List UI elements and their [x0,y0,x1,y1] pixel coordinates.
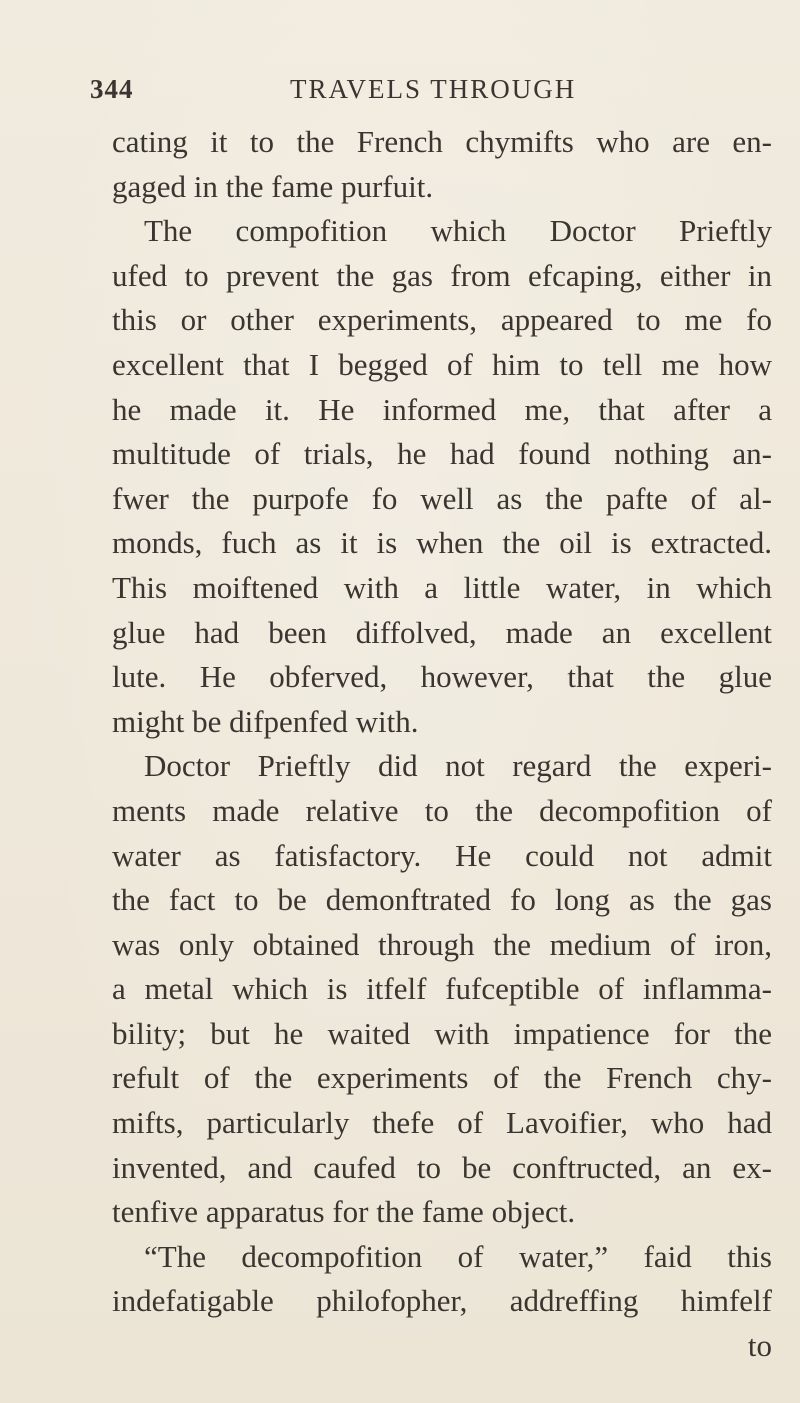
text-line: tenfive apparatus for the fame object. [112,1194,576,1230]
text-line: gaged in the fame purfuit. [112,168,434,204]
text-line: lute. He obferved, however, that the glue [112,659,772,695]
text-line: ufed to prevent the gas from efcaping, either in [112,257,772,293]
text-line: this or other experiments, appeared to me fo [112,302,772,338]
text-line: This moiftened with a little water, in which [112,569,772,605]
paragraph-start-line: “The decompofition of water,” faid this [144,1238,772,1274]
text-line: fwer the purpofe fo well as the pafte of al- [112,480,772,516]
text-line: cating it to the French chymifts who are en- [112,124,772,159]
text-line: bility; but he waited with impatience for the [112,1015,772,1051]
text-line: might be difpenfed with. [112,703,419,739]
catchword: to [747,1328,772,1364]
paragraph-start-line: Doctor Prieftly did not regard the experi- [144,748,772,784]
text-line: glue had been diffolved, made an excellent [112,614,772,650]
text-line: invented, and caufed to be conftructed, an ex- [112,1149,772,1185]
text-line: refult of the experiments of the French chy- [112,1060,772,1096]
running-title: TRAVELS THROUGH [290,74,577,104]
text-line: monds, fuch as it is when the oil is extracted. [112,525,772,561]
text-line: multitude of trials, he had found nothing an- [112,436,772,472]
text-line: the fact to be demonftrated fo long as the gas [112,882,772,918]
text-line: a metal which is itfelf fufceptible of inflamma- [112,971,772,1007]
body-text [112,120,772,1369]
text-line: he made it. He informed me, that after a [112,391,772,427]
text-line: ments made relative to the decompofition of [112,792,772,828]
text-line: mifts, particularly thefe of Lavoifier, who had [112,1105,772,1141]
text-line: excellent that I begged of him to tell me how [112,346,772,382]
text-line: was only obtained through the medium of iron, [112,926,772,962]
running-head [90,74,740,114]
paragraph-start-line: The compofition which Doctor Prieftly [144,213,772,249]
text-line: indefatigable philofopher, addreffing himfelf [112,1283,772,1319]
text-line: water as fatisfactory. He could not admit [112,837,772,873]
page-number: 344 [90,74,134,104]
